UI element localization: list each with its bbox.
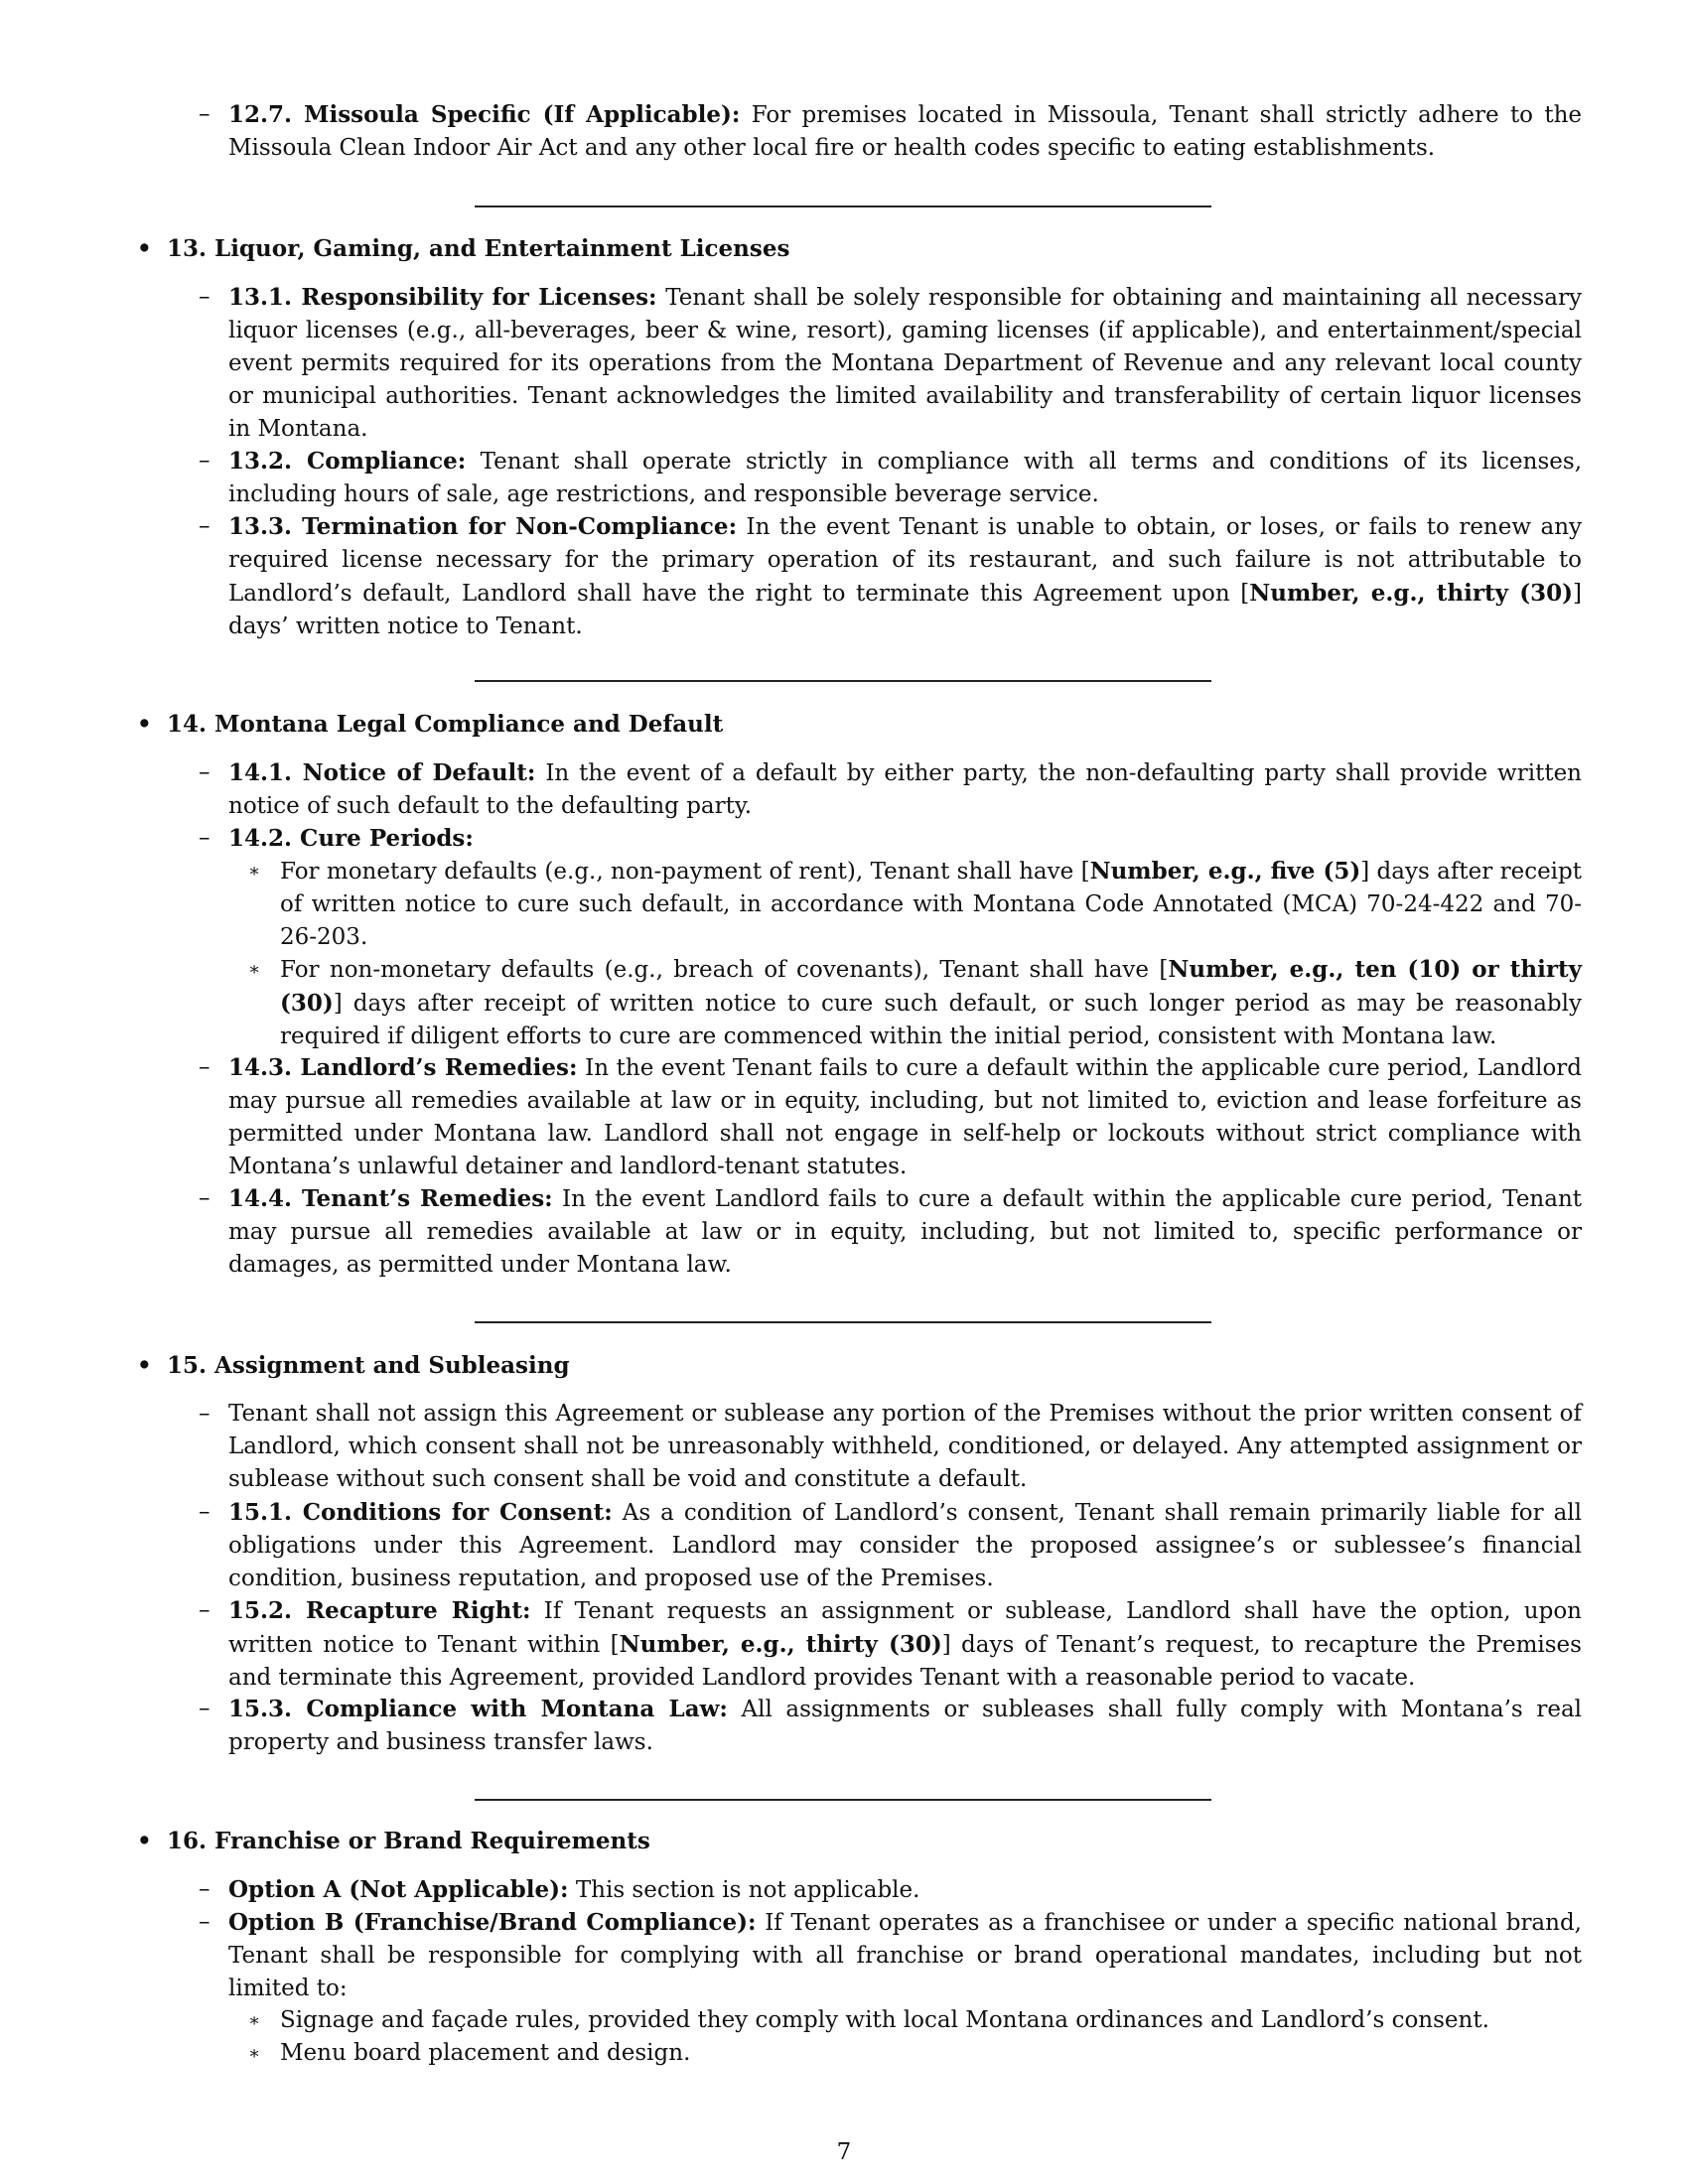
section-divider [475,1799,1211,1801]
clause-text: All assignments or subleases shall fully comply with Montana’s real property and business transfer laws. [228,1697,1583,1755]
clause-13-1 [199,281,1582,446]
section-14-heading [137,708,723,741]
section-title: 13. Liquor, Gaming, and Entertainment Licenses [167,235,790,262]
section-13-heading [137,232,789,265]
clause-text: In the event of a default by either party, the non-defaulting party shall provide written notice of such default to the defaulting party. [228,760,1582,819]
clause-15-1 [199,1496,1582,1595]
section-title: 14. Montana Legal Compliance and Default [167,711,724,738]
dash-marker: – [199,1054,211,1080]
clause-12-7 [199,98,1582,165]
placeholder-text: Number, e.g., thirty (30) [619,1631,942,1658]
clause-label: 15.3. Compliance with Montana Law: [228,1696,728,1722]
clause-13-3 [199,510,1582,643]
item-text: Signage and façade rules, provided they comply with local Montana ordinances and Landlord’s consent. [280,2007,1489,2033]
item-text: ] days after receipt of written notice to cure such default, or such longer period as may be reasonably required if diligent efforts to cure are commenced within the initial period, consistent with Montana law. [280,991,1582,1049]
clause-text: This section is not applicable. [575,1877,920,1903]
clause-label: 15.1. Conditions for Consent: [228,1499,613,1526]
clause-label: Option B (Franchise/Brand Compliance): [228,1909,757,1936]
clause-label: 14.1. Notice of Default: [228,759,536,786]
clause-text: ] days of Tenant’s request, to recapture the Premises and terminate this Agreement, provided Landlord provides Tenant with a reasonable period to vacate. [228,1632,1582,1691]
bullet-marker: • [137,235,152,262]
placeholder-text: Number, e.g., ten (10) or thirty (30) [280,956,1582,1017]
clause-label: 14.3. Landlord’s Remedies: [228,1054,578,1081]
clause-text: In the event Tenant is unable to obtain, or loses, or fails to renew any required license necessary for the primary operation of its restaurant, and such failure is not attributable to Landlord’s default, Landlord shall have the right to terminate this Agreement upon [ [228,514,1582,607]
dash-marker: – [199,513,211,539]
clause-label: 12.7. Missoula Specific (If Applicable): [228,101,741,128]
dash-marker: – [199,1499,211,1525]
dash-marker: – [199,1696,211,1721]
section-15-heading [137,1349,570,1382]
dash-marker: – [199,1597,211,1623]
section-title: 16. Franchise or Brand Requirements [167,1828,650,1854]
dash-marker: – [199,101,211,127]
option-b-item [248,2004,1582,2037]
clause-text: If Tenant operates as a franchisee or under a specific national brand, Tenant shall be responsible for complying with all franchise or brand operational mandates, including but not limited to: [228,1910,1582,2001]
clause-label: 14.2. Cure Periods: [228,825,474,852]
asterisk-marker: ∗ [248,2010,261,2031]
bullet-marker: • [137,711,152,738]
section-title: 15. Assignment and Subleasing [167,1352,570,1379]
item-text: For non-monetary defaults (e.g., breach of covenants), Tenant shall have [ [280,957,1169,983]
clause-text: Tenant shall not assign this Agreement or sublease any portion of the Premises without the prior written consent of Landlord, which consent shall not be unreasonably withheld, conditioned, or delayed. Any attempted assignment or sublease without such consent shall be void and constitute a default. [228,1401,1582,1492]
clause-14-3 [199,1051,1582,1183]
dash-marker: – [199,284,211,310]
dash-marker: – [199,759,211,785]
dash-marker: – [199,448,211,474]
section-divider [475,205,1211,207]
clause-text: If Tenant requests an assignment or sublease, Landlord shall have the option, upon written notice to Tenant within [ [228,1598,1582,1658]
clause-text: In the event Tenant fails to cure a default within the applicable cure period, Landlord may pursue all remedies available at law or in equity, including, but not limited to, eviction and lease forfeiture as permitted under Montana law. Landlord shall not engage in self-help or lockouts without strict compliance with Montana’s unlawful detainer and landlord-tenant statutes. [228,1055,1583,1179]
option-a [199,1873,1582,1907]
clause-13-2 [199,445,1582,511]
section-divider [475,1321,1211,1323]
clause-label: 14.4. Tenant’s Remedies: [228,1185,553,1212]
clause-15-3 [199,1693,1582,1759]
placeholder-text: Number, e.g., thirty (30) [1249,580,1574,607]
dash-marker: – [199,1876,211,1902]
bullet-marker: • [137,1828,152,1854]
page-number: 7 [836,2139,852,2165]
clause-14-4 [199,1182,1582,1282]
clause-label: 13.2. Compliance: [228,448,467,475]
item-text: For monetary defaults (e.g., non-payment of rent), Tenant shall have [ [280,859,1090,885]
clause-14-2 [199,822,1582,856]
cure-period-non-monetary [248,953,1582,1053]
option-b [199,1906,1582,2005]
asterisk-marker: ∗ [248,2043,261,2064]
clause-text: As a condition of Landlord’s consent, Tenant shall remain primarily liable for all obligations under this Agreement. Landlord may consider the proposed assignee’s or sublessee’s financial condition, business reputation, and proposed use of the Premises. [228,1500,1582,1591]
dash-marker: – [199,1401,211,1427]
clause-text: Tenant shall operate strictly in compliance with all terms and conditions of its licenses, including hours of sale, age restrictions, and responsible beverage service. [228,449,1582,507]
clause-label: 13.1. Responsibility for Licenses: [228,284,657,311]
cure-period-monetary [248,855,1582,954]
dash-marker: – [199,825,211,851]
clause-15-2 [199,1594,1582,1695]
item-text: ] days after receipt of written notice to cure such default, in accordance with Montana Code Annotated (MCA) 70-24-422 and 70-26-203. [280,859,1583,950]
option-b-item [248,2037,1582,2070]
clause-text: In the event Landlord fails to cure a default within the applicable cure period, Tenant may pursue all remedies available at law or in equity, including, but not limited to, specific performance or damages, as permitted under Montana law. [228,1186,1583,1278]
asterisk-marker: ∗ [248,959,261,980]
clause-14-1 [199,756,1582,823]
clause-text: Tenant shall be solely responsible for obtaining and maintaining all necessary liquor licenses (e.g., all-beverages, beer & wine, resort), gaming licenses (if applicable), and entertainment/special event permits required for its operations from the Montana Department of Revenue and any relevant local county or municipal authorities. Tenant acknowledges the limited availability and transferability of certain liquor licenses in Montana. [228,285,1583,442]
clause-text: ] days’ written notice to Tenant. [228,581,1582,639]
clause-text: For premises located in Missoula, Tenant shall strictly adhere to the Missoula Clean Indoor Air Act and any other local fire or health codes specific to eating establishments. [228,102,1583,161]
clause-label: 13.3. Termination for Non-Compliance: [228,513,738,540]
dash-marker: – [199,1185,211,1211]
section-16-heading [137,1825,650,1857]
asterisk-marker: ∗ [248,861,261,882]
item-text: Menu board placement and design. [280,2040,691,2066]
clause-label: Option A (Not Applicable): [228,1876,569,1903]
section-divider [475,680,1211,682]
clause-15-intro [199,1398,1582,1496]
bullet-marker: • [137,1352,152,1379]
clause-label: 15.2. Recapture Right: [228,1597,531,1624]
dash-marker: – [199,1909,211,1935]
placeholder-text: Number, e.g., five (5) [1089,858,1361,885]
